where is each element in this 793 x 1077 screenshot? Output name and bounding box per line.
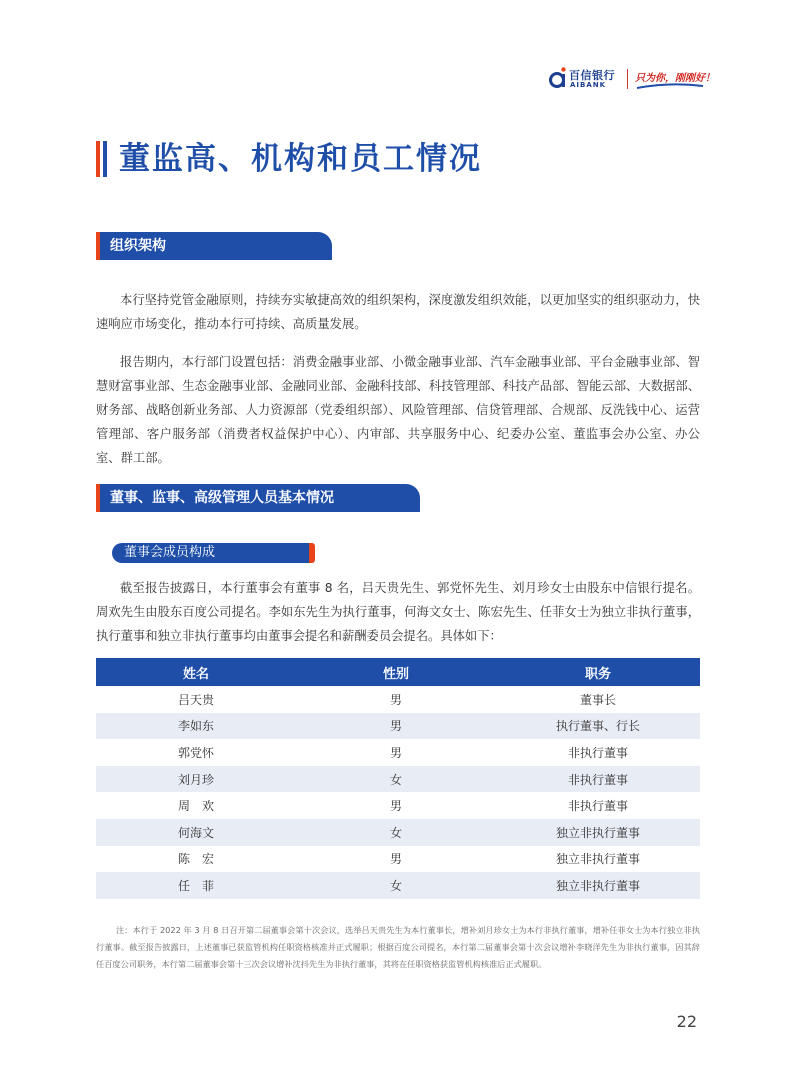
sub-banner-accent [309,543,315,563]
cell-name: 吕天贵 [177,692,214,707]
cell-role: 非执行董事 [496,766,700,793]
logo-divider [627,69,628,89]
cell-role: 独立非执行董事 [555,852,640,867]
logo-text-cn: 百信银行 [569,69,615,82]
cell-role: 执行董事、行长 [496,713,700,740]
cell-gender: 男 [389,799,402,814]
swoosh-icon [635,82,705,90]
section-title-org: 组织架构 [110,238,166,254]
table-row [96,739,700,766]
table-header-row [96,658,700,686]
section-banner-mgmt [96,484,420,512]
section-title-mgmt: 董事、监事、高级管理人员基本情况 [110,490,334,506]
cell-gender: 女 [296,819,496,846]
table-row [96,713,700,740]
org-paragraph-2: 报告期内，本行部门设置包括：消费金融事业部、小微金融事业部、汽车金融事业部、平台金融事业部、智慧财富事业部、生态金融事业部、金融同业部、金融科技部、科技管理部、科技产品部、智能云部、大数据部、财务部、战略创新业务部、人力资源部（党委组织部）、风险管理部、信贷管理部、合规部、反洗钱中心、运营管理部、客户服务部（消费者权益保护中心）、内审部、共享服务中心、纪委办公室、董监事会办公室、办公室、群工部。 [96,355,700,465]
board-members-table [96,658,700,899]
table-row [96,792,700,819]
table-row [96,819,700,846]
cell-gender: 女 [296,872,496,899]
header-logo [549,66,759,96]
table-row [96,766,700,793]
cell-name: 陈 宏 [177,852,214,867]
sub-title-board: 董事会成员构成 [124,545,216,560]
logo-text-en: AIBANK [570,81,607,89]
aibank-logo-icon [549,66,567,90]
table-row [96,872,700,899]
page-title [96,140,482,178]
page-number: 22 [676,1012,697,1031]
org-paragraph-1: 本行坚持党管金融原则，持续夯实敏捷高效的组织架构，深度激发组织效能，以更加坚实的组织驱动力，快速响应市场变化，推动本行可持续、高质量发展。 [96,293,700,331]
cell-name: 李如东 [96,713,296,740]
cell-gender: 男 [389,692,402,707]
title-accent-orange [96,141,100,177]
table-row [96,846,700,873]
cell-name: 刘月珍 [96,766,296,793]
table-row [96,686,700,713]
header-role: 职务 [496,658,700,686]
cell-role: 独立非执行董事 [496,872,700,899]
cell-gender: 男 [389,852,402,867]
cell-name: 任 菲 [96,872,296,899]
cell-gender: 女 [296,766,496,793]
title-accent-blue [103,141,107,177]
page-title-text: 董监高、机构和员工情况 [119,141,482,177]
cell-role: 董事长 [579,692,616,707]
cell-name: 郭党怀 [177,745,214,760]
cell-role: 独立非执行董事 [496,819,700,846]
cell-gender: 男 [296,713,496,740]
logo-slogan: 只为你，刚刚好！ [635,73,715,84]
cell-name: 何海文 [96,819,296,846]
cell-gender: 男 [389,745,402,760]
header-name: 姓名 [96,658,296,686]
cell-name: 周 欢 [177,799,214,814]
sub-banner-board [112,543,312,563]
section-banner-org [96,232,332,260]
board-paragraph: 截至报告披露日，本行董事会有董事 8 名，吕天贵先生、郭党怀先生、刘月珍女士由股东中信银行提名。周欢先生由股东百度公司提名。李如东先生为执行董事，何海文女士、陈宏先生、任菲女士为独立非执行董事，执行董事和独立非执行董事均由董事会提名和薪酬委员会提名。具体如下： [96,581,700,643]
header-gender: 性别 [296,658,496,686]
footnote: 注：本行于 2022 年 3 月 8 日召开第二届董事会第十次会议，选举吕天贵先生为本行董事长，增补刘月珍女士为本行非执行董事，增补任菲女士为本行独立非执行董事。截至报告披露日，上述董事已获监管机构任职资格核准并正式履职；根据百度公司提名，本行第二届董事会第十次会议增补李晓洋先生为非执行董事，因其辞任百度公司职务，本行第二届董事会第十三次会议增补沈抖先生为非执行董事，其将在任职资格获监管机构核准后正式履职。 [96,925,700,969]
cell-role: 非执行董事 [567,799,628,814]
cell-role: 非执行董事 [567,745,628,760]
